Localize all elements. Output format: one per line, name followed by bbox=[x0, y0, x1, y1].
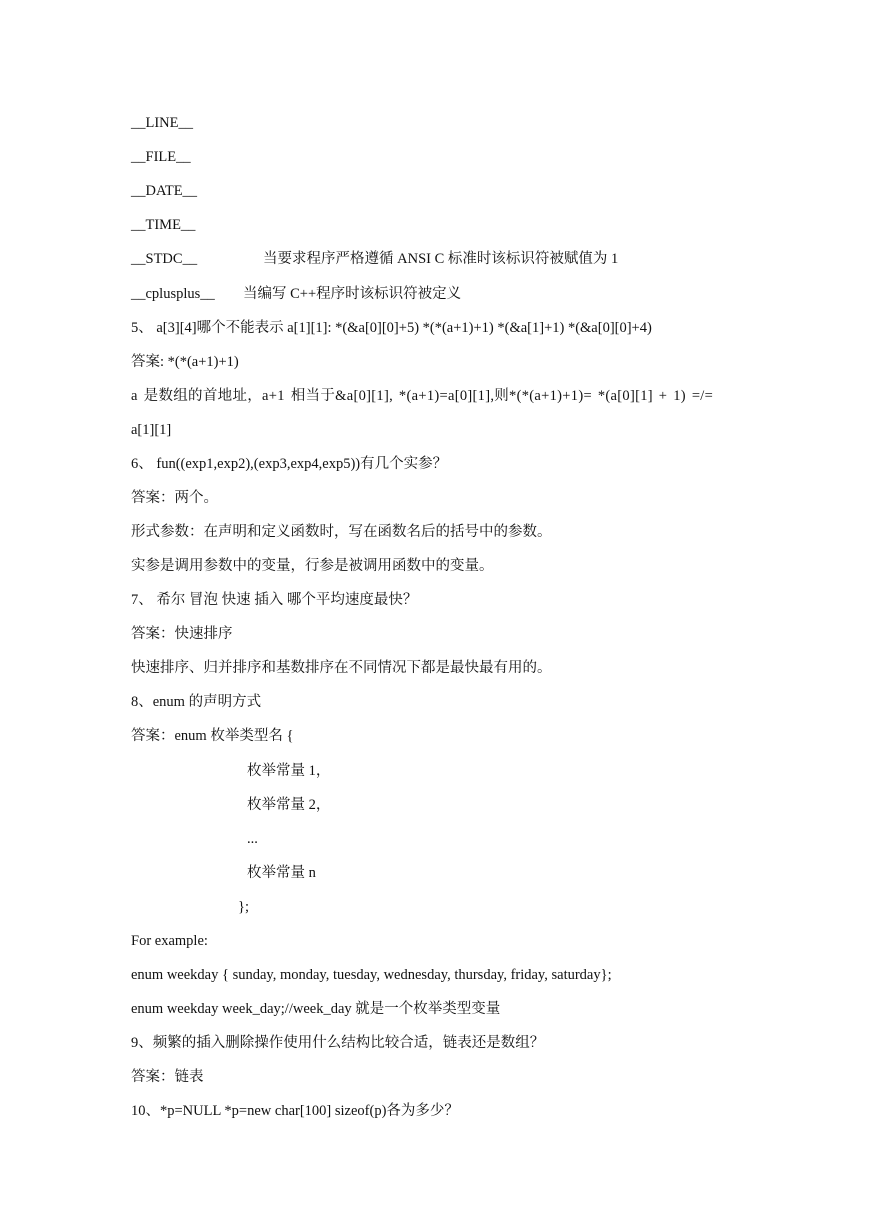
q6-explain-2: 实参是调用参数中的变量，行参是被调用函数中的变量。 bbox=[131, 558, 494, 574]
q10-question: 10、*p=NULL *p=new char[100] sizeof(p)各为多少？ bbox=[131, 1103, 459, 1119]
enum-member: 枚举常量 1， bbox=[247, 763, 331, 779]
q5-explain: a 是数组的首地址，a+1 相当于&a[0][1], *(a+1)=a[0][1],则*(*(a+1)+1)= *(a[0][1] + 1) =/= bbox=[131, 388, 714, 404]
q5-explain-cont: a[1][1] bbox=[131, 422, 172, 438]
macro-name: __LINE__ bbox=[131, 115, 194, 131]
example-code-1: enum weekday { sunday, monday, tuesday, wednesday, thursday, friday, saturday}; bbox=[131, 967, 612, 983]
macro-file bbox=[131, 148, 191, 166]
macro-name: __FILE__ bbox=[131, 149, 191, 165]
example-label: For example: bbox=[131, 933, 208, 949]
macro-date bbox=[131, 182, 197, 200]
q9-question: 9、频繁的插入删除操作使用什么结构比较合适，链表还是数组？ bbox=[131, 1035, 545, 1051]
macro-desc: 当编写 C++程序时该标识符被定义 bbox=[243, 286, 462, 302]
enum-member: 枚举常量 2， bbox=[247, 797, 331, 813]
macro-line bbox=[131, 114, 193, 132]
macro-desc: 当要求程序严格遵循 ANSI C 标准时该标识符被赋值为 1 bbox=[263, 251, 619, 267]
q7-question: 7、 希尔 冒泡 快速 插入 哪个平均速度最快？ bbox=[131, 592, 418, 608]
enum-member: 枚举常量 n bbox=[247, 865, 316, 881]
q5-question: 5、 a[3][4]哪个不能表示 a[1][1]: *(&a[0][0]+5) *(*(a+1)+1) *(&a[1]+1) *(&a[0][0]+4) bbox=[131, 320, 652, 336]
q9-answer: 答案：链表 bbox=[131, 1069, 204, 1085]
macro-stdc bbox=[131, 250, 619, 268]
q6-question: 6、 fun((exp1,exp2),(exp3,exp4,exp5))有几个实参？ bbox=[131, 456, 448, 472]
macro-name: __STDC__ bbox=[131, 251, 198, 267]
q7-answer: 答案：快速排序 bbox=[131, 626, 233, 642]
q5-answer: 答案: *(*(a+1)+1) bbox=[131, 354, 239, 370]
macro-cplusplus bbox=[131, 285, 462, 303]
enum-member: ... bbox=[247, 831, 258, 847]
q8-question: 8、enum 的声明方式 bbox=[131, 694, 262, 710]
q6-answer: 答案：两个。 bbox=[131, 490, 218, 506]
q8-answer: 答案：enum 枚举类型名 { bbox=[131, 728, 294, 744]
q6-explain: 形式参数：在声明和定义函数时，写在函数名后的括号中的参数。 bbox=[131, 524, 552, 540]
example-code-2: enum weekday week_day;//week_day 就是一个枚举类型变量 bbox=[131, 1001, 501, 1017]
macro-time bbox=[131, 216, 195, 234]
macro-name: __DATE__ bbox=[131, 183, 198, 199]
macro-name: __TIME__ bbox=[131, 217, 196, 233]
q7-explain: 快速排序、归并排序和基数排序在不同情况下都是最快最有用的。 bbox=[131, 660, 552, 676]
enum-close: }; bbox=[238, 899, 249, 915]
macro-name: __cplusplus__ bbox=[131, 286, 215, 302]
